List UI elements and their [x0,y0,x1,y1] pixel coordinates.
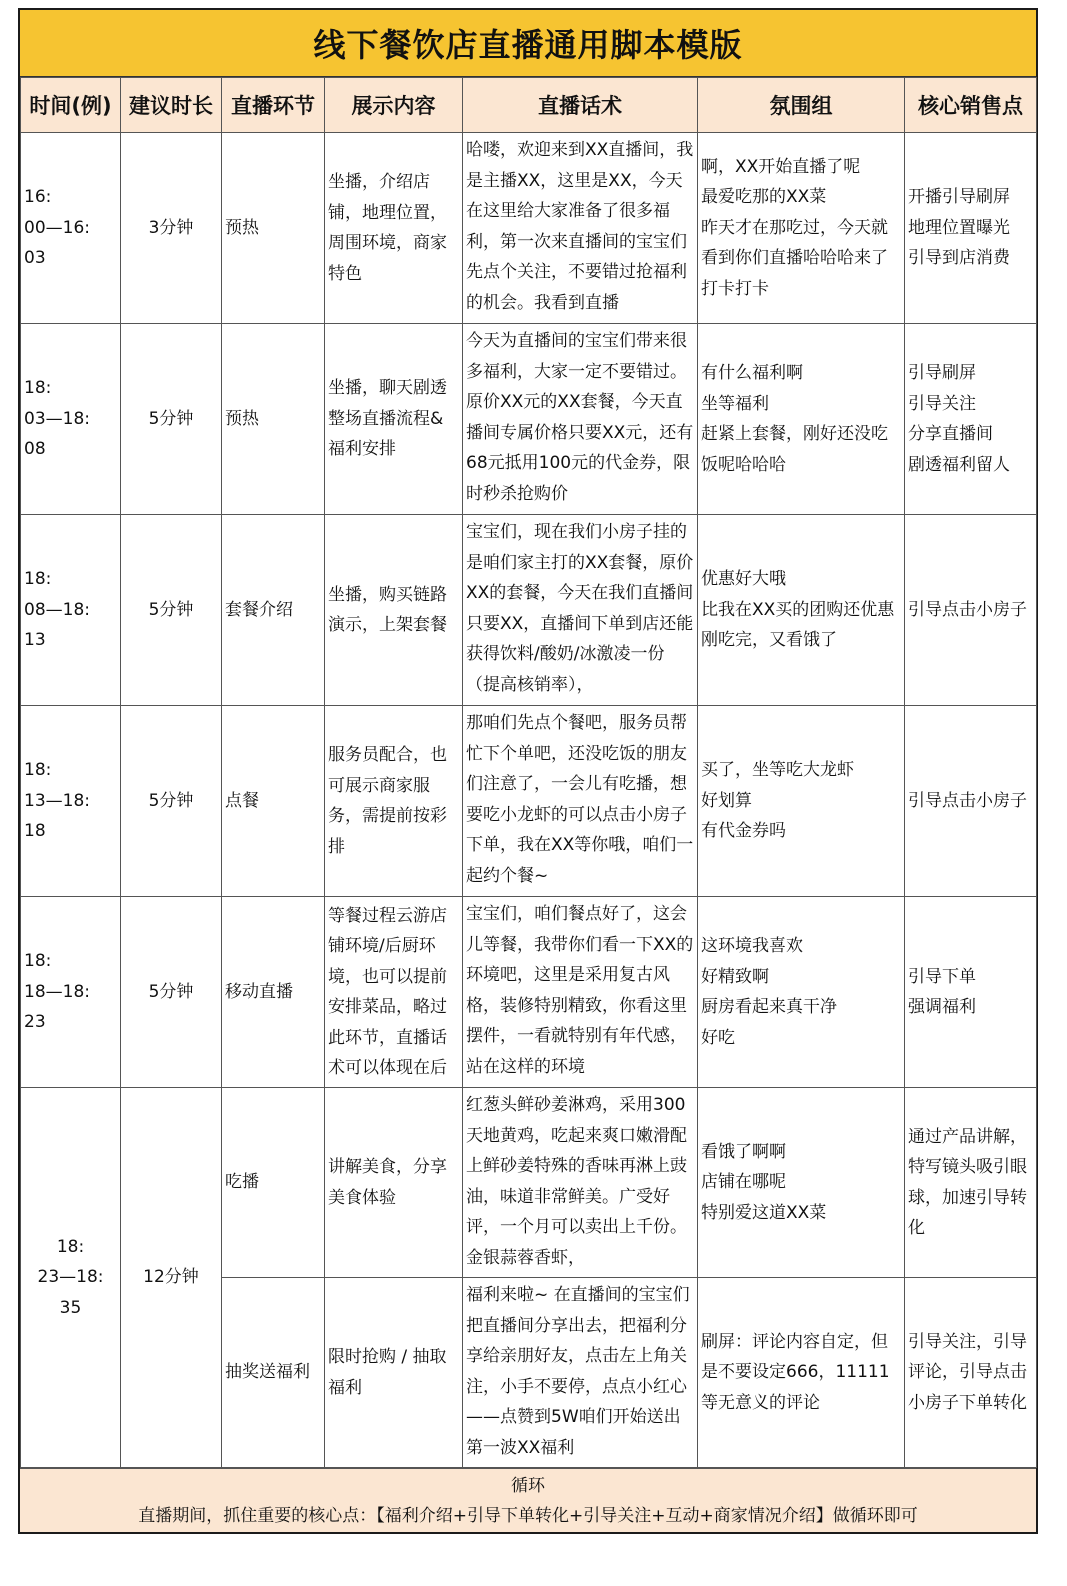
script-template-sheet [18,8,1038,1534]
script-cell: 宝宝们，现在我们小房子挂的是咱们家主打的XX套餐，原价XX的套餐，今天在我们直播间只要XX，直播间下单到店还能获得饮料/酸奶/冰激凌一份（提高核销率）， [463,515,698,706]
time-cell: 18: 03—18: 08 [21,324,121,515]
atmosphere-cell: 这环境我喜欢 好精致啊 厨房看起来真干净 好吃 [698,897,905,1088]
stage-cell: 吃播 [222,1088,325,1278]
time-cell: 18: 18—18: 23 [21,897,121,1088]
duration-cell: 3分钟 [121,133,222,324]
atmosphere-cell: 刷屏：评论内容自定，但是不要设定666，11111等无意义的评论 [698,1278,905,1468]
atmosphere-cell: 有什么福利啊 坐等福利 赶紧上套餐，刚好还没吃饭呢哈哈哈 [698,324,905,515]
script-cell: 福利来啦~ 在直播间的宝宝们把直播间分享出去，把福利分享给亲朋好友，点击左上角关注，小手不要停，点点小红心——点赞到5W咱们开始送出第一波XX福利 [463,1278,698,1468]
script-cell: 红葱头鲜砂姜淋鸡，采用300天地黄鸡，吃起来爽口嫩滑配上鲜砂姜特殊的香味再淋上豉油，味道非常鲜美。广受好评，一个月可以卖出上千份。金银蒜蓉香虾， [463,1088,698,1278]
selling-point-cell: 引导点击小房子 [905,515,1037,706]
duration-cell: 5分钟 [121,897,222,1088]
stage-cell: 预热 [222,324,325,515]
selling-point-cell: 开播引导刷屏 地理位置曝光 引导到店消费 [905,133,1037,324]
content-cell: 坐播，介绍店铺，地理位置，周围环境，商家特色 [325,133,463,324]
loop-footer [20,1468,1036,1532]
header-time: 时间(例) [21,78,121,133]
table-row [21,706,1037,897]
table-row [21,324,1037,515]
selling-point-cell: 引导关注，引导评论，引导点击小房子下单转化 [905,1278,1037,1468]
script-table [20,77,1037,1468]
content-cell: 限时抢购 / 抽取福利 [325,1278,463,1468]
stage-cell: 点餐 [222,706,325,897]
atmosphere-cell: 啊，XX开始直播了呢 最爱吃那的XX菜 昨天才在那吃过，今天就看到你们直播哈哈哈来了 打卡打卡 [698,133,905,324]
stage-cell: 抽奖送福利 [222,1278,325,1468]
content-cell: 坐播，购买链路演示，上架套餐 [325,515,463,706]
stage-cell: 预热 [222,133,325,324]
script-cell: 今天为直播间的宝宝们带来很多福利，大家一定不要错过。原价XX元的XX套餐，今天直播间专属价格只要XX元，还有68元抵用100元的代金券，限时秒杀抢购价 [463,324,698,515]
duration-cell: 12分钟 [121,1088,222,1468]
selling-point-cell: 引导下单 强调福利 [905,897,1037,1088]
script-cell: 那咱们先点个餐吧，服务员帮忙下个单吧，还没吃饭的朋友们注意了，一会儿有吃播，想要吃小龙虾的可以点击小房子下单，我在XX等你哦，咱们一起约个餐~ [463,706,698,897]
footer-note: 直播期间，抓住重要的核心点：【福利介绍+引导下单转化+引导关注+互动+商家情况介绍】做循环即可 [138,1506,918,1526]
header-row [21,78,1037,133]
header-atmosphere: 氛围组 [698,78,905,133]
header-selling-point: 核心销售点 [905,78,1037,133]
atmosphere-cell: 看饿了啊啊 店铺在哪呢 特别爱这道XX菜 [698,1088,905,1278]
time-cell: 18: 08—18: 13 [21,515,121,706]
table-row [21,515,1037,706]
header-stage: 直播环节 [222,78,325,133]
time-cell: 18: 23—18: 35 [21,1088,121,1468]
stage-cell: 移动直播 [222,897,325,1088]
duration-cell: 5分钟 [121,324,222,515]
duration-cell: 5分钟 [121,706,222,897]
time-cell: 16: 00—16: 03 [21,133,121,324]
script-cell: 哈喽，欢迎来到XX直播间，我是主播XX，这里是XX，今天在这里给大家准备了很多福利，第一次来直播间的宝宝们先点个关注，不要错过抢福利的机会。我看到直播 [463,133,698,324]
header-script: 直播话术 [463,78,698,133]
table-row [21,897,1037,1088]
duration-cell: 5分钟 [121,515,222,706]
sheet-title: 线下餐饮店直播通用脚本模版 [20,10,1036,77]
footer-heading: 循环 [511,1476,545,1496]
stage-cell: 套餐介绍 [222,515,325,706]
table-row [21,1088,1037,1278]
atmosphere-cell: 买了，坐等吃大龙虾 好划算 有代金券吗 [698,706,905,897]
atmosphere-cell: 优惠好大哦 比我在XX买的团购还优惠 刚吃完，又看饿了 [698,515,905,706]
content-cell: 坐播，聊天剧透整场直播流程&福利安排 [325,324,463,515]
script-cell: 宝宝们，咱们餐点好了，这会儿等餐，我带你们看一下XX的环境吧，这里是采用复古风格，装修特别精致，你看这里摆件，一看就特别有年代感，站在这样的环境 [463,897,698,1088]
time-cell: 18: 13—18: 18 [21,706,121,897]
header-duration: 建议时长 [121,78,222,133]
selling-point-cell: 通过产品讲解，特写镜头吸引眼球，加速引导转化 [905,1088,1037,1278]
content-cell: 等餐过程云游店铺环境/后厨环境，也可以提前安排菜品，略过此环节，直播话术可以体现在后 [325,897,463,1088]
selling-point-cell: 引导点击小房子 [905,706,1037,897]
header-content: 展示内容 [325,78,463,133]
content-cell: 讲解美食，分享美食体验 [325,1088,463,1278]
selling-point-cell: 引导刷屏 引导关注 分享直播间 剧透福利留人 [905,324,1037,515]
content-cell: 服务员配合，也可展示商家服务，需提前按彩排 [325,706,463,897]
table-row [21,133,1037,324]
